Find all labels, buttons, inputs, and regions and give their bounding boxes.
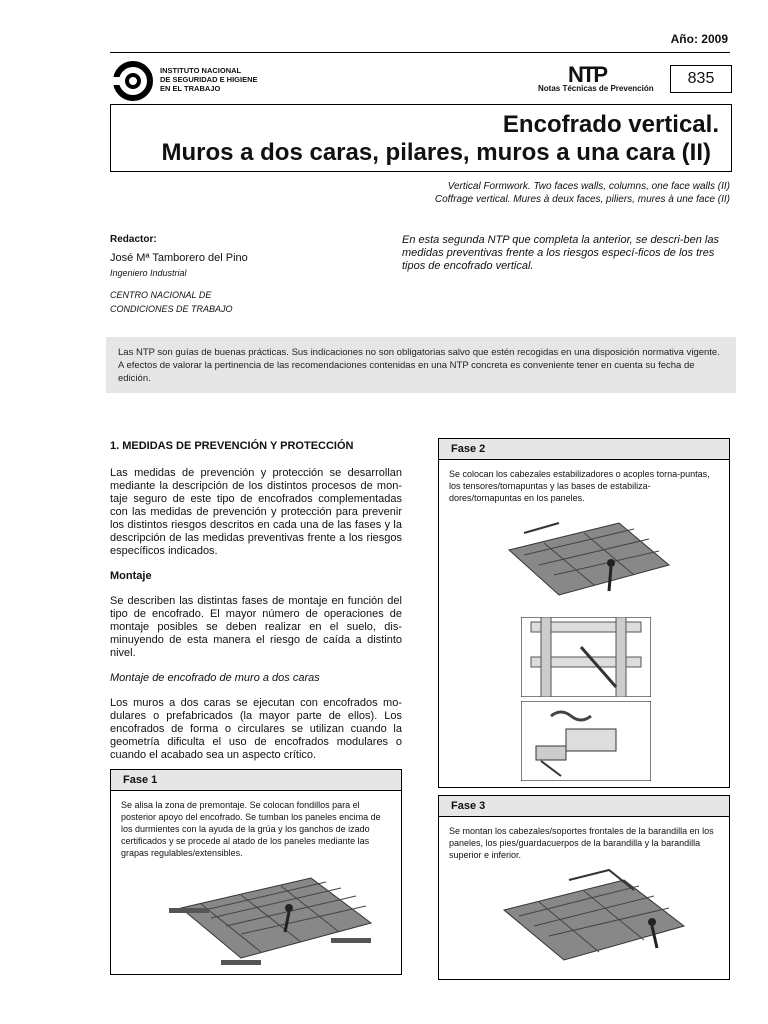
title-box bbox=[110, 104, 732, 172]
paragraph: Las medidas de prevención y protección se desarrollan mediante la descripción de los distintos procesos de mon-taje seguro de este tipo de encofrados complementadas con las medidas de prevención y protección para prevenir los distintos riesgos descritos en cada una de las fases y la descripción de las medidas preventivas frente a los riesgos específicos indicados. bbox=[110, 467, 402, 557]
translation-en: Vertical Formwork. Two faces walls, columns, one face walls (II) bbox=[447, 181, 730, 192]
paragraph: Los muros a dos caras se ejecutan con encofrados mo-dulares o prefabricados (la mayor parte de ellos). Los encofrados de forma o circulares se utilizan cuando la geometría dificulta el uso de encofrados modulares o cuando el acabado sea un aspecto crítico. bbox=[110, 697, 402, 761]
header-divider bbox=[110, 52, 730, 53]
fase-3-box bbox=[438, 795, 730, 980]
title-translations bbox=[435, 180, 730, 206]
fase-1-box bbox=[110, 769, 402, 975]
fase-2-box bbox=[438, 438, 730, 788]
centre-line: CENTRO NACIONAL DE bbox=[110, 290, 212, 300]
year-label: Año: 2009 bbox=[670, 32, 728, 46]
detail-illustration-1 bbox=[521, 617, 651, 697]
institute-logo-icon bbox=[112, 60, 154, 102]
detail-illustration-2 bbox=[521, 701, 651, 781]
fase-text: Se montan los cabezales/soportes frontales de la barandilla en los paneles, los pies/guardacuerpos de la barandilla y la barandilla superior e inferior. bbox=[449, 826, 714, 860]
fase-title: Fase 2 bbox=[439, 439, 729, 460]
paragraph: Se describen las distintas fases de montaje en función del tipo de encofrado. El mayor número de operaciones de montaje posibles se deben realizar en el suelo, dis-minuyendo de esta manera el riesgo de caída a distinto nivel. bbox=[110, 595, 402, 659]
author-centre bbox=[110, 288, 233, 316]
section-heading: 1. MEDIDAS DE PREVENCIÓN Y PROTECCIÓN bbox=[110, 440, 354, 452]
author-name: José Mª Tamborero del Pino bbox=[110, 252, 248, 264]
fase-text: Se alisa la zona de premontaje. Se colocan fondillos para el posterior apoyo del encofrado. Se tumban los paneles encima de los durmientes con la ayuda de la grúa y los ganchos de izado certificados y se procede al atado de los paneles mediante las grapas regulables/extensibles. bbox=[121, 800, 381, 858]
institute-line: DE SEGURIDAD E HIGIENE bbox=[160, 75, 258, 84]
centre-line: CONDICIONES DE TRABAJO bbox=[110, 304, 233, 314]
page-title-line1: Encofrado vertical. bbox=[502, 111, 719, 138]
railing-panels-illustration bbox=[489, 868, 709, 976]
fase-title: Fase 1 bbox=[111, 770, 401, 791]
author-role: Ingeniero Industrial bbox=[110, 268, 187, 278]
left-column bbox=[110, 440, 402, 774]
ntp-subtitle: Notas Técnicas de Prevención bbox=[538, 84, 654, 93]
ntp-number: 835 bbox=[670, 65, 732, 93]
page-title-line2: Muros a dos caras, pilares, muros a una cara (II) bbox=[161, 139, 711, 166]
translation-fr: Coffrage vertical. Mures à deux faces, piliers, mures à une face (II) bbox=[434, 194, 730, 205]
fase-text: Se colocan los cabezales estabilizadores o acoples torna-puntas, los tensores/tornapuntas y las bases de estabiliza-dores/tornapuntas en los paneles. bbox=[449, 469, 710, 503]
institute-line: INSTITUTO NACIONAL bbox=[160, 66, 242, 75]
institute-name bbox=[160, 66, 270, 93]
abstract: En esta segunda NTP que completa la anterior, se descri-ben las medidas preventivas frente a los riesgos especí-ficos de los tres tipos de encofrado vertical. bbox=[402, 234, 719, 272]
ntp-logo: NTP bbox=[568, 62, 606, 87]
stabilizer-panels-illustration bbox=[499, 515, 679, 607]
subheading: Montaje bbox=[110, 570, 152, 582]
fase-title: Fase 3 bbox=[439, 796, 729, 817]
author-label: Redactor: bbox=[110, 234, 157, 245]
italic-subheading: Montaje de encofrado de muro a dos caras bbox=[110, 672, 320, 684]
institute-line: EN EL TRABAJO bbox=[160, 84, 221, 93]
disclaimer-box: Las NTP son guías de buenas prácticas. Sus indicaciones no son obligatorias salvo que estén recogidas en una disposición normativa vigente. A efectos de valorar la pertinencia de las recomendaciones contenidas en una NTP concreta es conveniente tener en cuenta su fecha de edición. bbox=[106, 337, 736, 393]
formwork-panels-illustration bbox=[161, 868, 391, 973]
